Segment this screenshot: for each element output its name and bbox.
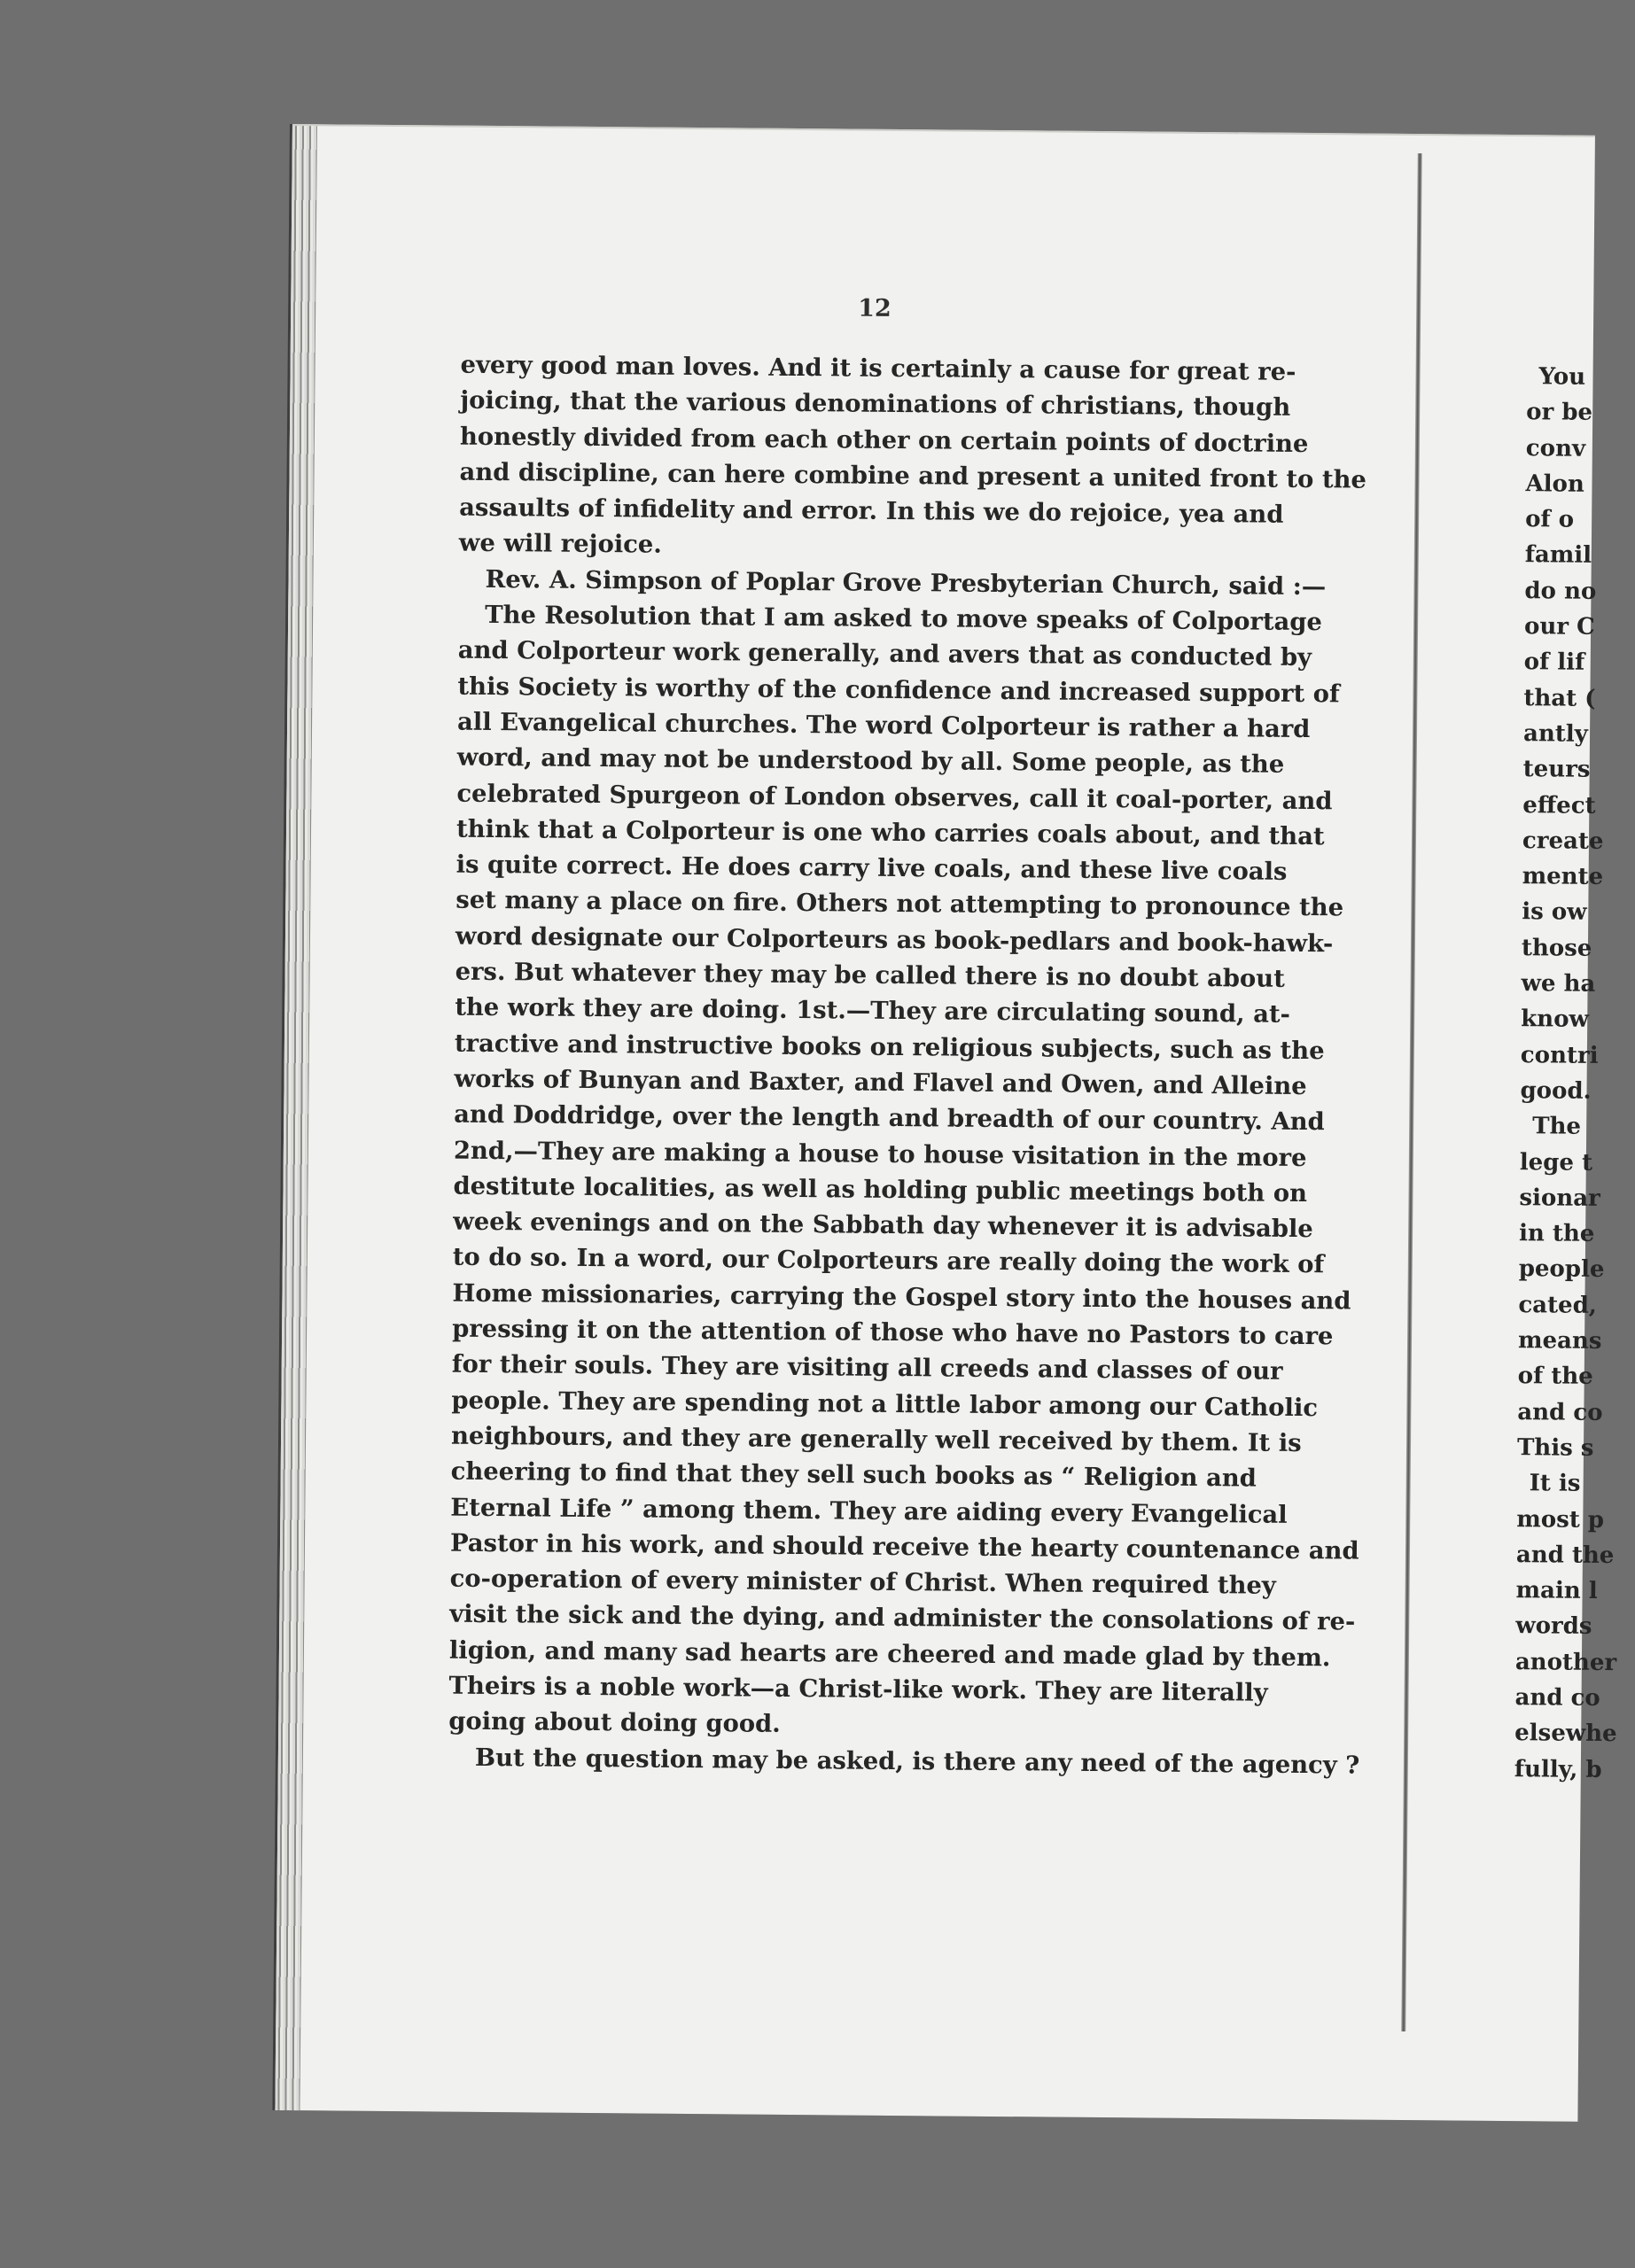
text-line: and the (1515, 1541, 1615, 1569)
text-line: Theirs is a noble work—a Christ-like work. They are literally (448, 1671, 1268, 1707)
text-line: sionar (1519, 1184, 1600, 1212)
text-line: 2nd,—They are making a house to house visitation in the more (453, 1136, 1307, 1172)
text-line: effect (1522, 791, 1596, 819)
text-line: ers. But whatever they may be called there is no doubt about (455, 957, 1285, 993)
left-page-text (448, 347, 1367, 1783)
text-line: neighbours, and they are generally well received by them. It is (450, 1421, 1302, 1457)
text-line: think that a Colporteur is one who carries coals about, and that (455, 814, 1325, 851)
text-line: This s (1516, 1434, 1594, 1462)
open-book (275, 124, 1617, 2122)
text-line: mente (1522, 863, 1604, 891)
text-line: The (1532, 1113, 1582, 1140)
text-line: celebrated Spurgeon of London observes, call it coal-porter, and (456, 779, 1333, 815)
text-line: Home missionaries, carrying the Gospel story into the houses and (452, 1278, 1351, 1316)
text-line: You (1538, 363, 1586, 391)
text-line: know (1521, 1006, 1590, 1034)
text-line: is ow (1522, 898, 1587, 927)
text-line: cated, (1518, 1291, 1598, 1319)
text-line: we will rejoice. (458, 529, 662, 560)
text-line: this Society is worthy of the confidence and increased support of (457, 672, 1340, 709)
text-line: fully, b (1514, 1755, 1602, 1783)
text-line: another (1514, 1648, 1617, 1676)
text-line: Eternal Life ” among them. They are aiding every Evangelical (450, 1493, 1288, 1529)
text-line: Pastor in his work, and should receive the hearty countenance and (449, 1528, 1359, 1565)
book-gutter (1401, 153, 1422, 2031)
text-line: cheering to find that they sell such books as “ Religion and (450, 1456, 1257, 1493)
text-line: of the (1517, 1363, 1593, 1391)
text-line: tractive and instructive books on religious subjects, such as the (454, 1029, 1325, 1065)
text-line: destitute localities, as well as holding public meetings both on (453, 1171, 1308, 1208)
text-line: elsewhe (1514, 1720, 1617, 1748)
text-line: and Doddridge, over the length and breadth of our country. And (454, 1099, 1325, 1137)
text-line: and Colporteur work generally, and avers that as conducted by (457, 636, 1312, 672)
text-line: famil (1524, 541, 1592, 570)
text-line: do no (1524, 577, 1597, 605)
text-line: going about doing good. (448, 1706, 781, 1739)
text-line: week evenings and on the Sabbath day whenever it is advisable (453, 1207, 1313, 1244)
page-number: 12 (858, 294, 891, 322)
text-line: pressing it on the attention of those who have no Pastors to care (452, 1314, 1334, 1351)
text-line: joicing, that the various denominations of christians, though (460, 385, 1291, 423)
text-line: The Resolution that I am asked to move speaks of Colportage (485, 600, 1323, 637)
text-line: co-operation of every minister of Christ. When required they (449, 1564, 1276, 1600)
text-line: to do so. In a word, our Colporteurs are really doing the work of (452, 1243, 1325, 1279)
text-line: those (1521, 934, 1592, 962)
speaker-line: Rev. A. Simpson of Poplar Grove Presbyterian Church, said :— (485, 564, 1327, 601)
text-line: of lif (1523, 649, 1585, 677)
text-line: teurs (1522, 756, 1591, 784)
text-line: good. (1520, 1077, 1592, 1105)
text-line: create (1522, 827, 1604, 855)
text-line: and discipline, can here combine and present a united front to the (459, 457, 1367, 494)
text-line: lege t (1519, 1148, 1593, 1177)
right-page-text (1514, 359, 1633, 1788)
text-line: every good man loves. And it is certainly a cause for great re- (460, 350, 1296, 386)
text-line: all Evangelical churches. The word Colporteur is rather a hard (456, 707, 1311, 744)
text-line: ligion, and many sad hearts are cheered and made glad by them. (448, 1635, 1331, 1672)
text-line: works of Bunyan and Baxter, and Flavel and Owen, and Alleine (454, 1064, 1307, 1100)
text-line: means (1517, 1327, 1602, 1355)
text-line: of o (1525, 506, 1575, 533)
text-line: words (1515, 1612, 1592, 1641)
text-line: But the question may be asked, is there any need of the agency ? (474, 1743, 1360, 1780)
text-line: word, and may not be understood by all. Some people, as the (456, 742, 1285, 780)
text-line: It is (1529, 1470, 1581, 1497)
text-line: visit the sick and the dying, and administer the consolations of re- (449, 1600, 1356, 1636)
text-line: is quite correct. He does carry live coals, and these live coals (455, 850, 1288, 886)
text-line: set many a place on fire. Others not attempting to pronounce the (455, 886, 1344, 922)
text-line: and co (1514, 1684, 1600, 1712)
text-line: main l (1515, 1577, 1598, 1605)
text-line: assaults of infidelity and error. In this we do rejoice, yea and (459, 493, 1284, 529)
text-line: the work they are doing. 1st.—They are circulating sound, at- (455, 992, 1291, 1029)
text-line: most p (1516, 1505, 1605, 1534)
text-line: for their souls. They are visiting all creeds and classes of our (451, 1349, 1283, 1386)
text-line: people. They are spending not a little labor among our Catholic (451, 1386, 1319, 1422)
text-line: word designate our Colporteurs as book-pedlars and book-hawk- (455, 921, 1334, 959)
text-line: conv (1525, 434, 1586, 462)
text-line: that ( (1523, 684, 1596, 712)
page-edges (275, 126, 317, 2110)
text-line: we ha (1521, 970, 1596, 998)
text-line: in the (1518, 1220, 1595, 1247)
text-line: antly (1522, 720, 1588, 748)
text-line: and co (1517, 1398, 1603, 1426)
text-line: people (1518, 1255, 1605, 1284)
text-line: Alon (1525, 470, 1584, 498)
text-line: our C (1523, 613, 1595, 641)
text-line: contri (1520, 1041, 1599, 1069)
text-line: or be (1526, 399, 1593, 427)
text-line: honestly divided from each other on certain points of doctrine (459, 422, 1309, 458)
